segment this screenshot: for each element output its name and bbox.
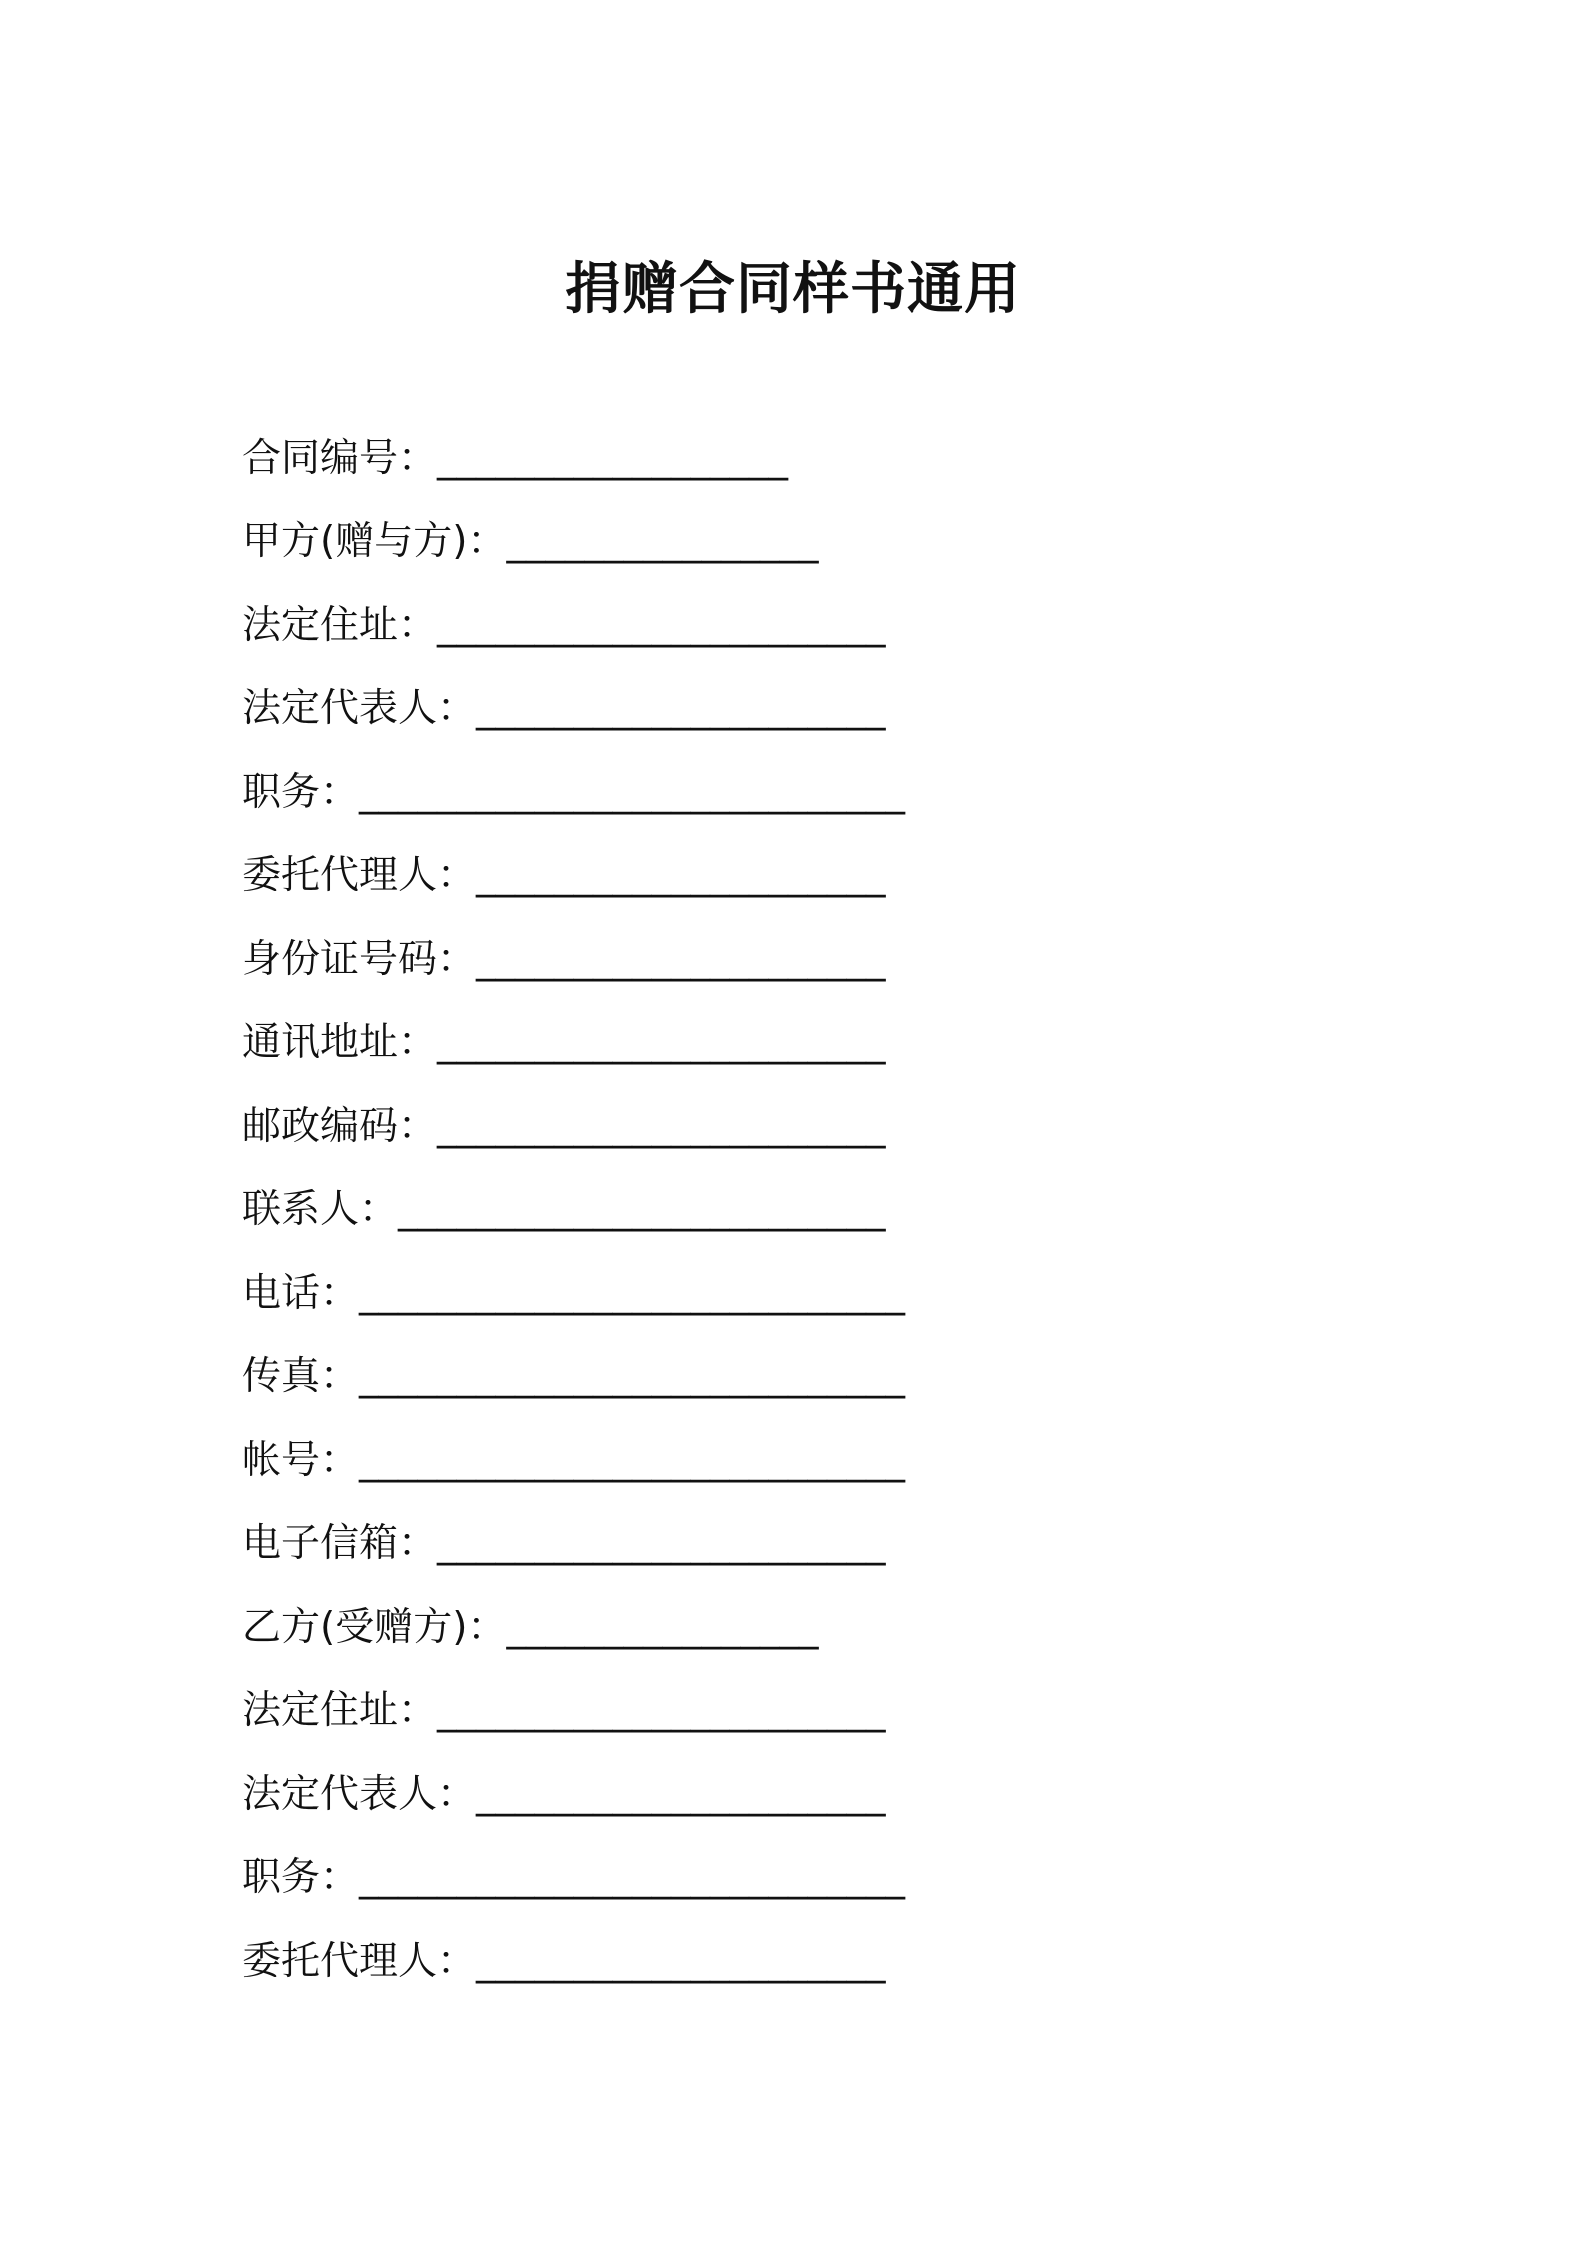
field-label: 帐号： (242, 1437, 360, 1483)
field-label: 身份证号码： (242, 936, 477, 982)
field-label: 委托代理人： (242, 853, 477, 898)
field-party-a-id-number (242, 906, 1392, 990)
field-label: 联系人： (242, 1187, 399, 1232)
field-party-b (242, 1574, 1392, 1658)
field-party-a-phone (242, 1240, 1392, 1324)
field-party-a-account (242, 1407, 1392, 1491)
field-party-a-legal-address (242, 572, 1392, 656)
field-label: 电话： (242, 1270, 360, 1316)
field-contract-number (242, 405, 1392, 489)
field-label: 法定代表人： (242, 1771, 477, 1817)
fill-in-blank[interactable]: ____________________________ (359, 1855, 906, 1900)
field-label: 法定住址： (242, 1688, 438, 1733)
fill-in-blank[interactable]: _______________________ (437, 1103, 886, 1149)
field-label: 职务： (242, 1855, 360, 1900)
field-party-a-email (242, 1491, 1392, 1575)
fill-in-blank[interactable]: _____________________ (476, 1938, 886, 1984)
fill-in-blank[interactable]: ____________________________ (359, 1437, 906, 1483)
field-label: 法定住址： (242, 602, 438, 648)
fill-in-blank[interactable]: ____________________________ (359, 1270, 906, 1316)
fill-in-blank[interactable]: _________________________ (398, 1187, 886, 1232)
field-label: 合同编号： (242, 435, 438, 481)
fill-in-blank[interactable]: ____________________________ (359, 1354, 906, 1399)
field-label: 甲方(赠与方)： (242, 519, 507, 564)
field-party-a-mailing-address (242, 990, 1392, 1074)
fill-in-blank[interactable]: ________________ (506, 519, 819, 564)
field-party-b-position (242, 1825, 1392, 1909)
fill-in-blank[interactable]: _______________________ (437, 602, 886, 648)
field-party-b-agent (242, 1908, 1392, 1992)
field-label: 电子信箱： (242, 1521, 438, 1566)
fill-in-blank[interactable]: ________________ (506, 1604, 819, 1650)
field-label: 职务： (242, 769, 360, 815)
field-party-a (242, 489, 1392, 573)
field-party-b-legal-address (242, 1658, 1392, 1742)
field-label: 乙方(受赠方)： (242, 1604, 507, 1650)
fill-in-blank[interactable]: _____________________ (476, 936, 886, 982)
field-party-a-fax (242, 1324, 1392, 1408)
field-party-a-contact (242, 1157, 1392, 1241)
fill-in-blank[interactable]: _____________________ (476, 853, 886, 898)
fill-in-blank[interactable]: _____________________ (476, 1771, 886, 1817)
field-label: 法定代表人： (242, 686, 477, 731)
field-label: 通讯地址： (242, 1020, 438, 1065)
field-party-b-legal-representative (242, 1741, 1392, 1825)
fill-in-blank[interactable]: _______________________ (437, 1020, 886, 1065)
field-party-a-agent (242, 823, 1392, 907)
field-label: 传真： (242, 1354, 360, 1399)
field-label: 委托代理人： (242, 1938, 477, 1984)
document-title: 捐赠合同样书通用 (565, 257, 1021, 322)
fill-in-blank[interactable]: _______________________ (437, 1521, 886, 1566)
fill-in-blank[interactable]: _______________________ (437, 1688, 886, 1733)
fill-in-blank[interactable]: _____________________ (476, 686, 886, 731)
field-party-a-postal-code (242, 1073, 1392, 1157)
field-party-a-position (242, 739, 1392, 823)
fill-in-blank[interactable]: __________________ (437, 435, 789, 481)
field-label: 邮政编码： (242, 1103, 438, 1149)
fill-in-blank[interactable]: ____________________________ (359, 769, 906, 815)
field-party-a-legal-representative (242, 656, 1392, 740)
contract-field-list (242, 405, 1392, 1992)
